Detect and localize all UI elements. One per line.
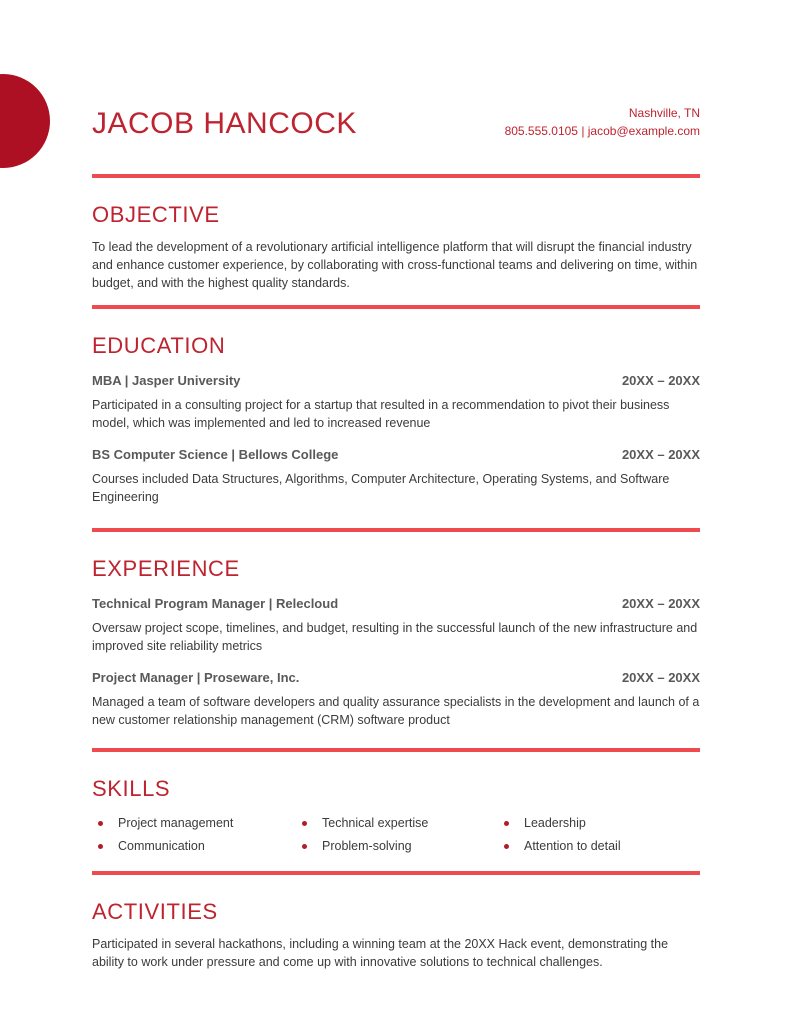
skill-item	[92, 837, 296, 855]
experience-entry-description: Oversaw project scope, timelines, and budget, resulting in the successful launch of the new infrastructure and improved site reliability metrics	[92, 621, 698, 653]
entry-dates: 20XX – 20XX	[621, 596, 700, 611]
section-divider	[92, 528, 700, 532]
experience-title: EXPERIENCE	[92, 556, 240, 581]
section-divider	[92, 174, 700, 178]
experience-entry-head	[92, 670, 700, 686]
contact-phone-email: 805.555.0105 | jacob@example.com	[504, 124, 700, 138]
bullet-icon	[504, 821, 509, 826]
experience-entry	[92, 596, 700, 655]
skills-title: SKILLS	[92, 776, 171, 801]
entry-dates: 20XX – 20XX	[621, 670, 700, 685]
entry-dates: 20XX – 20XX	[621, 447, 700, 462]
skill-label: Problem-solving	[322, 839, 412, 853]
entry-dates: 20XX – 20XX	[621, 373, 700, 388]
experience-entry	[92, 670, 700, 729]
skill-item	[296, 837, 498, 855]
section-education	[92, 334, 700, 506]
person-name: JACOB HANCOCK	[92, 107, 357, 140]
bullet-icon	[302, 844, 307, 849]
skill-label: Project management	[118, 816, 234, 830]
section-activities	[92, 900, 700, 971]
bullet-icon	[98, 844, 103, 849]
section-skills	[92, 777, 700, 855]
section-divider	[92, 871, 700, 875]
objective-title: OBJECTIVE	[92, 202, 220, 227]
education-entry	[92, 373, 700, 432]
section-divider	[92, 305, 700, 309]
section-divider	[92, 748, 700, 752]
contact-location: Nashville, TN	[628, 106, 700, 120]
education-title: EDUCATION	[92, 333, 226, 358]
skill-item	[498, 837, 700, 855]
bullet-icon	[504, 844, 509, 849]
education-entry-head	[92, 373, 700, 389]
decorative-corner-circle	[0, 74, 50, 168]
skill-label: Attention to detail	[524, 839, 621, 853]
objective-text: To lead the development of a revolutionary artificial intelligence platform that will disrupt the financial industry and enhance customer experience, by collaborating with cross-functional teams and delivering on time, within budget, and with the highest quality standards.	[92, 240, 698, 290]
degree-and-school: BS Computer Science | Bellows College	[92, 447, 339, 462]
education-entry-description: Courses included Data Structures, Algorithms, Computer Architecture, Operating Systems, and Software Engineering	[92, 472, 670, 504]
header	[92, 0, 700, 140]
skill-label: Communication	[118, 839, 205, 853]
skill-label: Technical expertise	[322, 816, 429, 830]
section-experience	[92, 557, 700, 729]
education-entry-description: Participated in a consulting project for a startup that resulted in a recommendation to pivot their business model, which was implemented and led to increased revenue	[92, 398, 670, 430]
role-and-company: Technical Program Manager | Relecloud	[92, 596, 339, 611]
activities-text: Participated in several hackathons, including a winning team at the 20XX Hack event, demonstrating the ability to work under pressure and come up with innovative solutions to technical challenges.	[92, 937, 669, 969]
experience-entry-head	[92, 596, 700, 612]
education-entry-head	[92, 447, 700, 463]
skill-item	[296, 814, 498, 832]
skill-item	[92, 814, 296, 832]
experience-entry-description: Managed a team of software developers and quality assurance specialists in the development and launch of a new customer relationship management (CRM) software product	[92, 695, 700, 727]
education-entry	[92, 447, 700, 506]
section-objective	[92, 203, 700, 292]
skill-item	[498, 814, 700, 832]
bullet-icon	[302, 821, 307, 826]
contact-info	[505, 104, 700, 140]
role-and-company: Project Manager | Proseware, Inc.	[92, 670, 300, 685]
skill-label: Leadership	[524, 816, 586, 830]
activities-title: ACTIVITIES	[92, 899, 218, 924]
bullet-icon	[98, 821, 103, 826]
resume-content	[92, 0, 700, 971]
degree-and-school: MBA | Jasper University	[92, 373, 241, 388]
skills-list	[92, 814, 700, 855]
